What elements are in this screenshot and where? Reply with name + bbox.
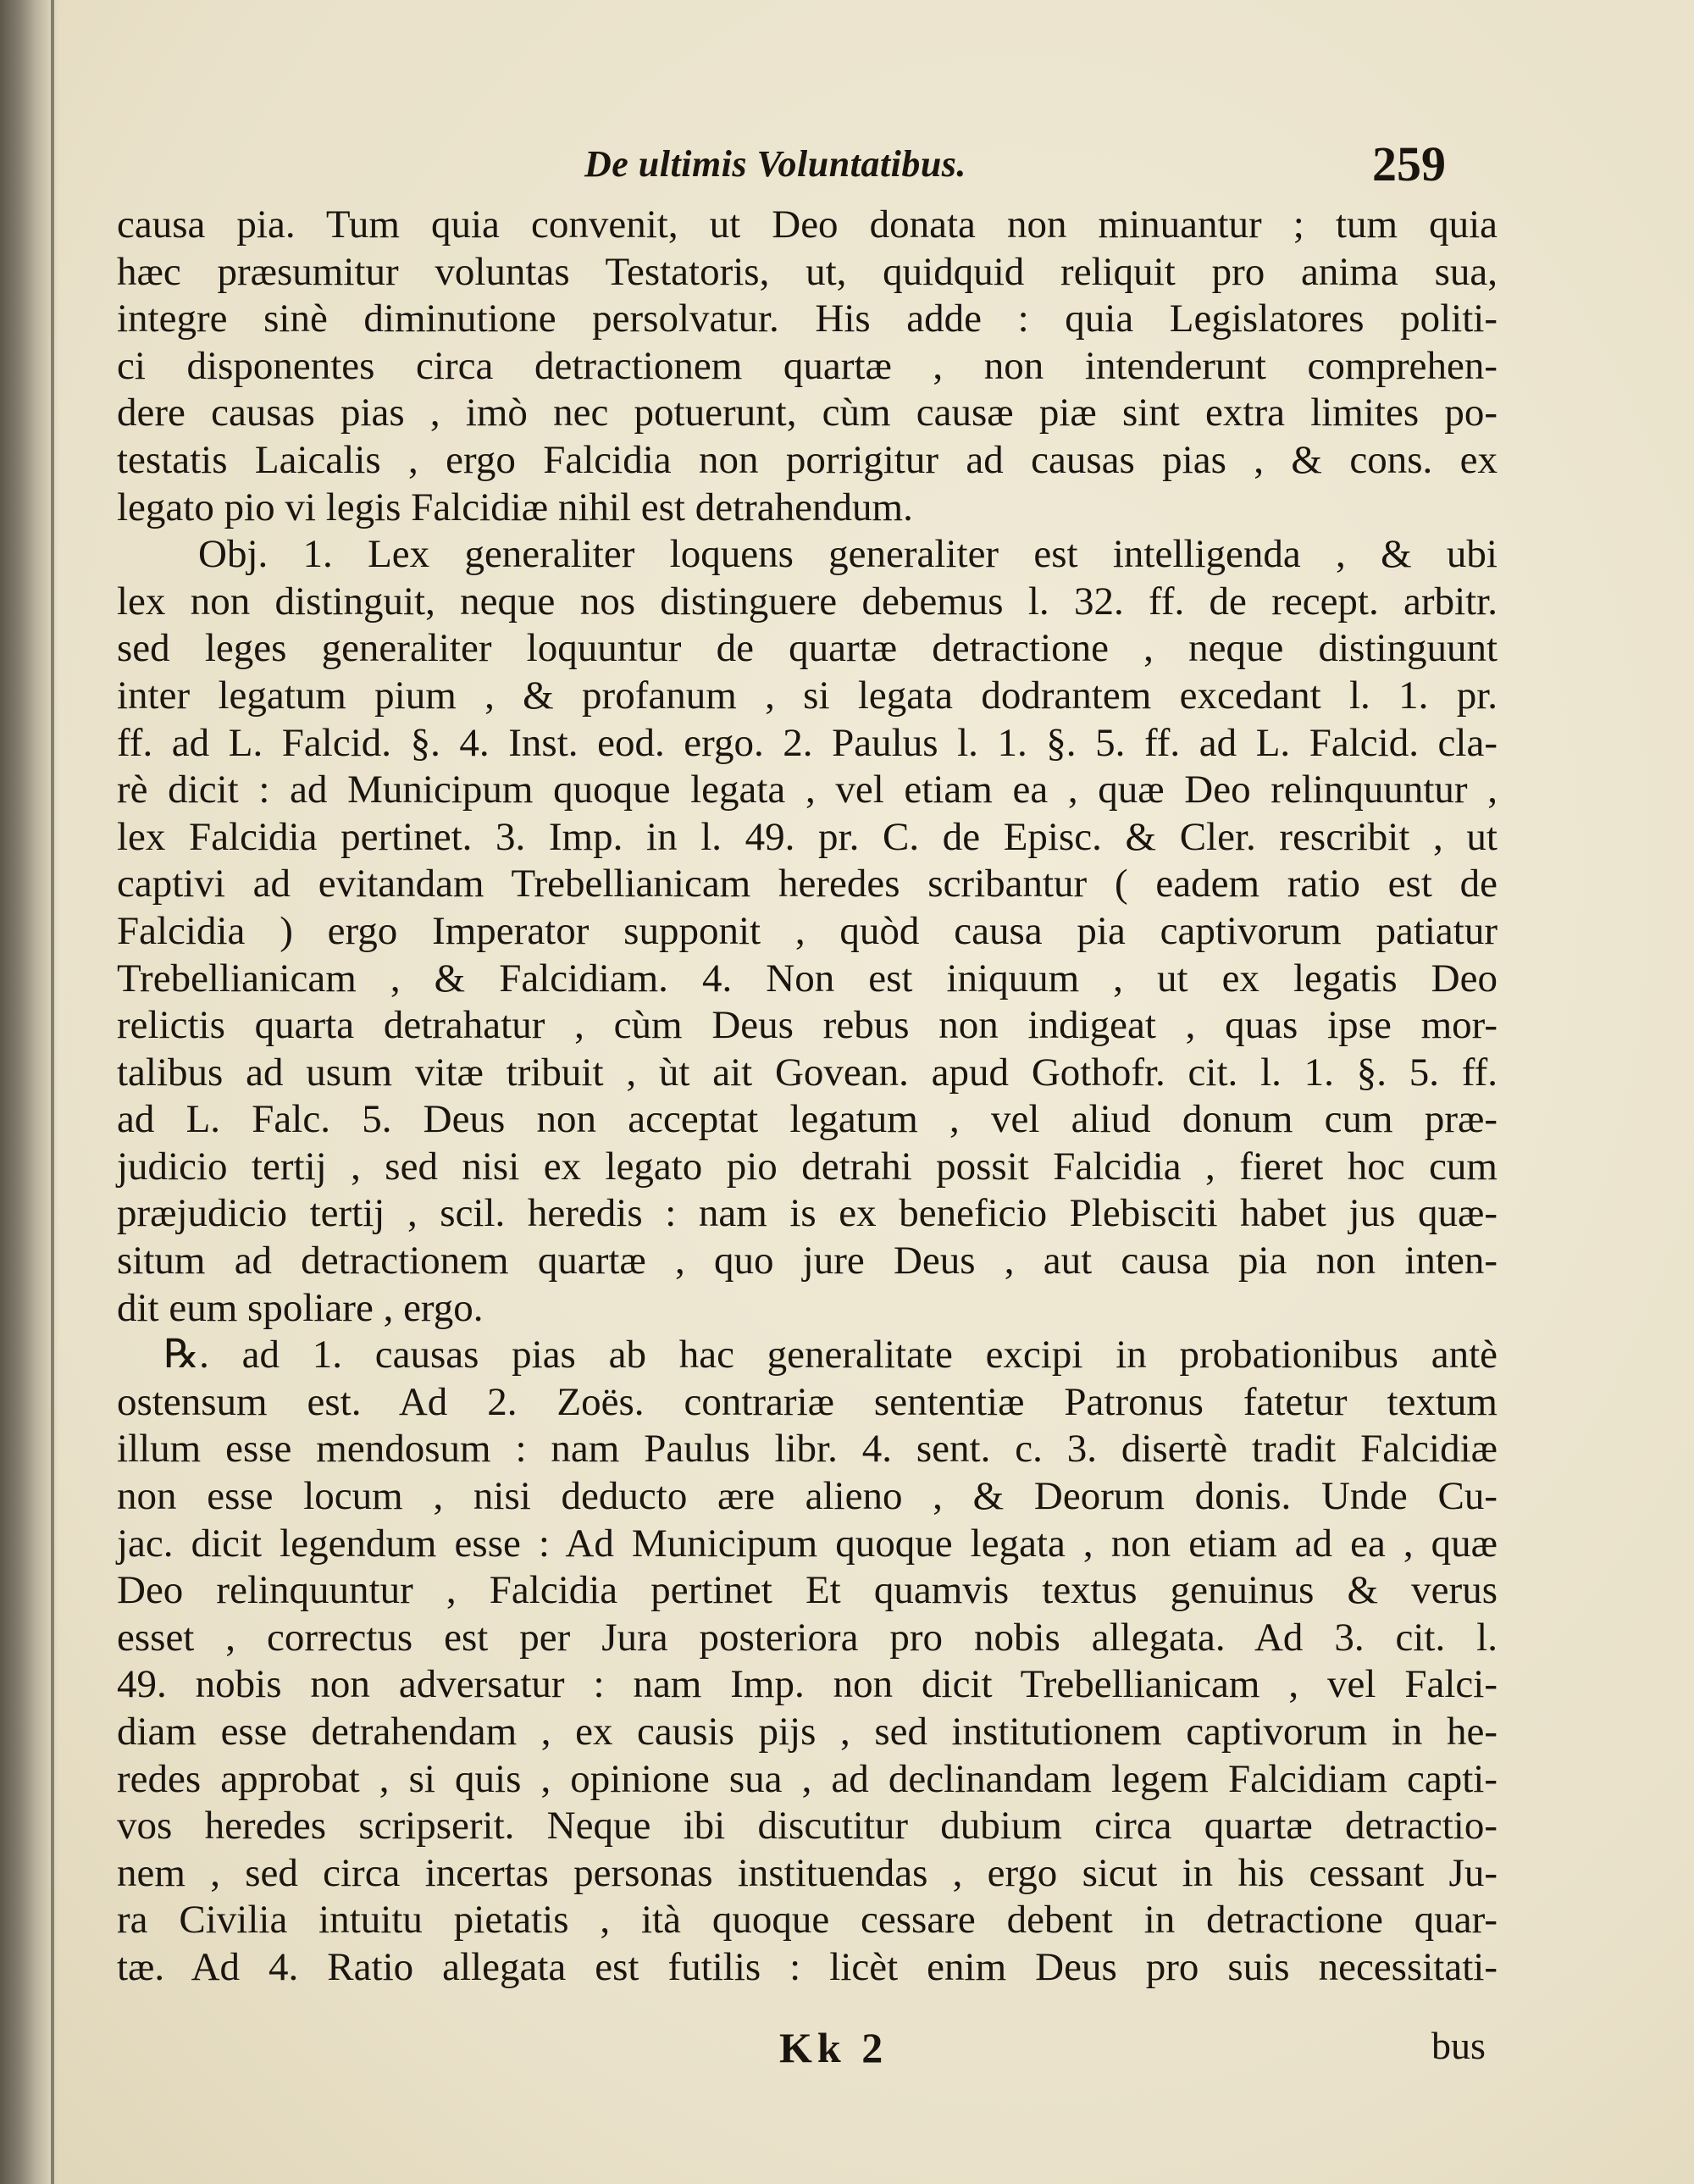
text-line: hæc præsumitur voluntas Testatoris, ut, quidquid reliquit pro anima sua, bbox=[117, 249, 1497, 294]
text-line: relictis quarta detrahatur , cùm Deus rebus non indigeat , quas ipse mor- bbox=[117, 1003, 1497, 1048]
text-line: sed leges generaliter loquuntur de quartæ detractione , neque distinguunt bbox=[117, 626, 1497, 671]
text-line: illum esse mendosum : nam Paulus libr. 4. sent. c. 3. disertè tradit Falcidiæ bbox=[117, 1427, 1497, 1472]
text-line: dere causas pias , imò nec potuerunt, cùm causæ piæ sint extra limites po- bbox=[117, 391, 1497, 435]
text-line: causa pia. Tum quia convenit, ut Deo donata non minuantur ; tum quia bbox=[117, 202, 1497, 247]
text-line: jac. dicit legendum esse : Ad Municipum quoque legata , non etiam ad ea , quæ bbox=[117, 1521, 1497, 1566]
text-line: integre sinè diminutione persolvatur. His adde : quia Legislatores politi- bbox=[117, 297, 1497, 341]
text-line: judicio tertij , sed nisi ex legato pio detrahi possit Falcidia , fieret hoc cum bbox=[117, 1144, 1497, 1189]
text-line: ad L. Falc. 5. Deus non acceptat legatum , vel aliud donum cum præ- bbox=[117, 1097, 1497, 1142]
text-line: ci disponentes circa detractionem quartæ , non intenderunt comprehen- bbox=[117, 343, 1497, 388]
text-line: lex non distinguit, neque nos distinguere debemus l. 32. ff. de recept. arbitr. bbox=[117, 579, 1497, 624]
text-line: Falcidia ) ergo Imperator supponit , quòd causa pia captivorum patiatur bbox=[117, 908, 1497, 953]
text-line: non esse locum , nisi deducto ære alieno , & Deorum donis. Unde Cu- bbox=[117, 1474, 1497, 1519]
text-line: testatis Laicalis , ergo Falcidia non porrigitur ad causas pias , & cons. ex bbox=[117, 437, 1497, 482]
text-line: vos heredes scripserit. Neque ibi discutitur dubium circa quartæ detractio- bbox=[117, 1804, 1497, 1849]
text-line: tæ. Ad 4. Ratio allegata est futilis : licèt enim Deus pro suis necessitati- bbox=[117, 1944, 1497, 1989]
text-line: esset , correctus est per Jura posteriora pro nobis allegata. Ad 3. cit. l. bbox=[117, 1615, 1497, 1660]
text-line: lex Falcidia pertinet. 3. Imp. in l. 49. pr. C. de Episc. & Cler. rescribit , ut bbox=[117, 814, 1497, 859]
text-line: talibus ad usum vitæ tribuit , ùt ait Govean. apud Gothofr. cit. l. 1. §. 5. ff. bbox=[117, 1050, 1497, 1095]
text-line: situm ad detractionem quartæ , quo jure Deus , aut causa pia non inten- bbox=[117, 1239, 1497, 1283]
text-line: legato pio vi legis Falcidiæ nihil est detrahendum. bbox=[117, 485, 913, 529]
gutter-edge bbox=[51, 0, 54, 2184]
text-line: 49. nobis non adversatur : nam Imp. non dicit Trebellianicam , vel Falci- bbox=[117, 1662, 1497, 1707]
text-line: redes approbat , si quis , opinione sua , ad declinandam legem Falcidiam capti- bbox=[117, 1756, 1497, 1801]
text-line: ff. ad L. Falcid. §. 4. Inst. eod. ergo. 2. Paulus l. 1. §. 5. ff. ad L. Falcid. cla- bbox=[117, 720, 1497, 765]
text-line: rè dicit : ad Municipum quoque legata , vel etiam ea , quæ Deo relinquuntur , bbox=[117, 768, 1497, 812]
text-line: ra Civilia intuitu pietatis , ità quoque cessare debent in detractione quar- bbox=[117, 1898, 1497, 1943]
text-line: ℞. ad 1. causas pias ab hac generalitate excipi in probationibus antè bbox=[163, 1333, 1497, 1377]
text-line: Deo relinquuntur , Falcidia pertinet Et quamvis textus genuinus & verus bbox=[117, 1568, 1497, 1613]
signature-mark: Kk 2 bbox=[779, 2024, 889, 2071]
text-line: dit eum spoliare , ergo. bbox=[117, 1285, 484, 1330]
text-line: Trebellianicam , & Falcidiam. 4. Non est iniquum , ut ex legatis Deo bbox=[117, 956, 1497, 1001]
running-title: De ultimis Voluntatibus. bbox=[584, 143, 966, 185]
text-line: captivi ad evitandam Trebellianicam heredes scribantur ( eadem ratio est de bbox=[117, 862, 1497, 906]
page-number: 259 bbox=[1372, 136, 1446, 191]
text-line: inter legatum pium , & profanum , si legata dodrantem excedant l. 1. pr. bbox=[117, 673, 1497, 718]
text-line: diam esse detrahendam , ex causis pijs , sed institutionem captivorum in he- bbox=[117, 1710, 1497, 1754]
text-line: Obj. 1. Lex generaliter loquens generaliter est intelligenda , & ubi bbox=[198, 532, 1497, 577]
body-text bbox=[117, 202, 1497, 1992]
page-footer bbox=[0, 2023, 1499, 2082]
text-line: ostensum est. Ad 2. Zoës. contrariæ sententiæ Patronus fatetur textum bbox=[117, 1379, 1497, 1424]
text-line: præjudicio tertij , scil. heredis : nam is ex beneficio Plebisciti habet jus quæ- bbox=[117, 1191, 1497, 1236]
page-header bbox=[0, 127, 1499, 203]
catchword: bus bbox=[1431, 2024, 1486, 2067]
text-line: nem , sed circa incertas personas instituendas , ergo sicut in his cessant Ju- bbox=[117, 1850, 1497, 1895]
